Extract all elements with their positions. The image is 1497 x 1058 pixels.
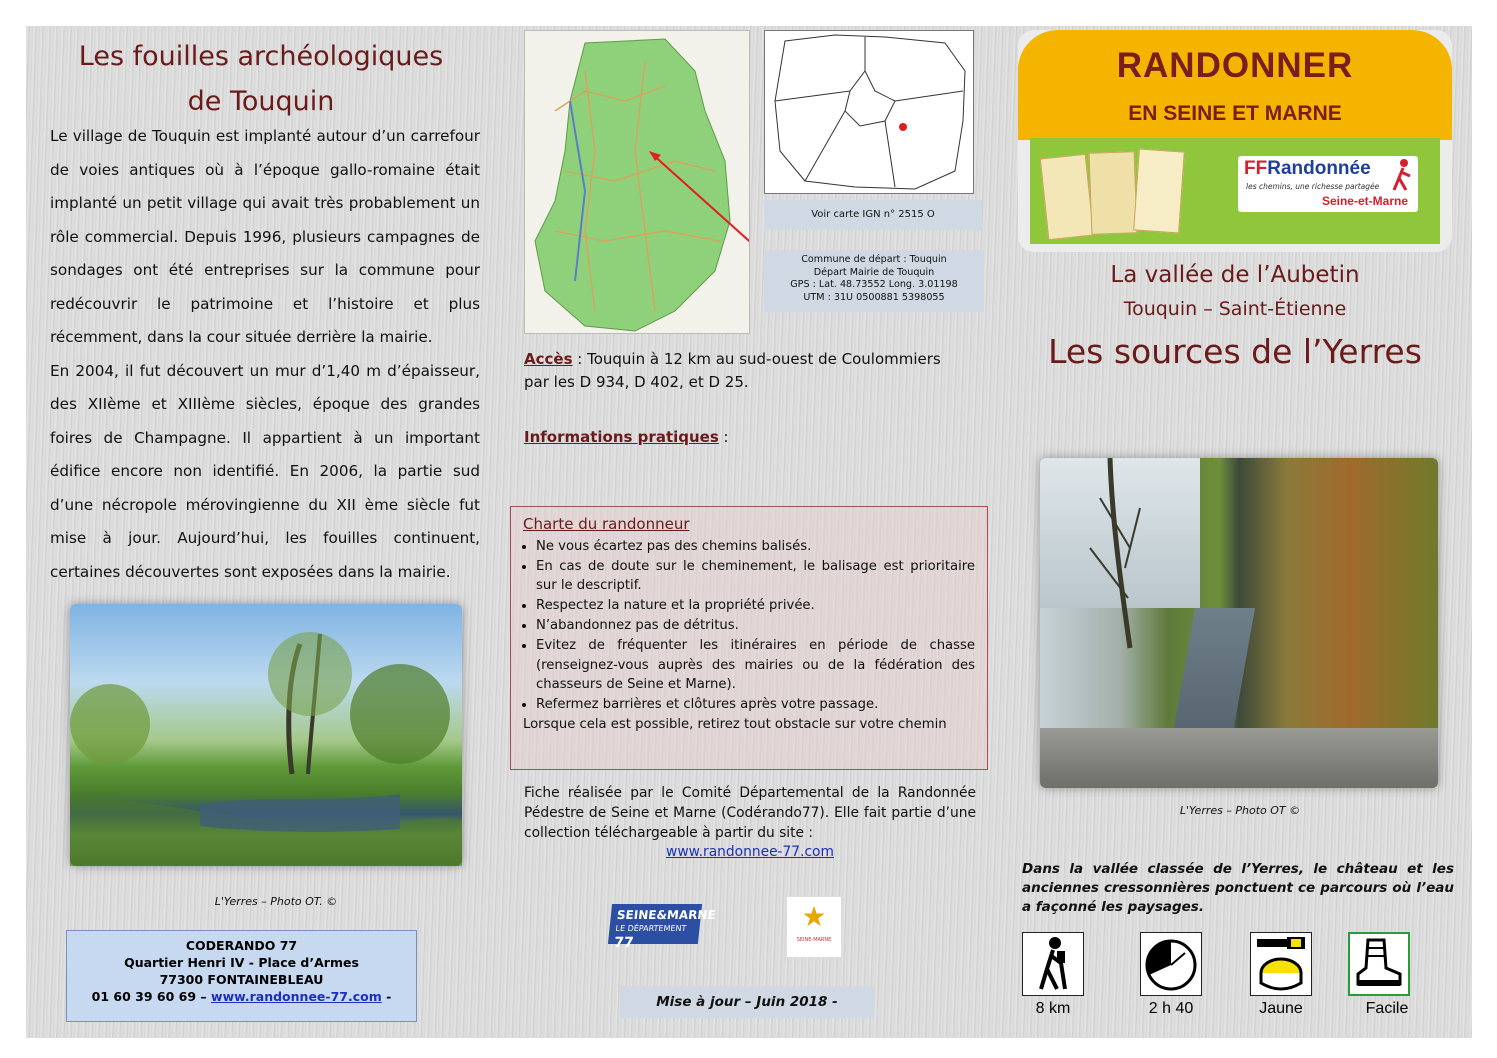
difficulty-label: Facile	[1365, 1000, 1409, 1017]
right-photo-caption: L'Yerres – Photo OT ©	[1179, 804, 1301, 817]
update-date: Mise à jour – Juin 2018 -	[620, 986, 874, 1018]
banner-subtitle: EN SEINE ET MARNE	[1128, 102, 1342, 125]
walker-icon	[1390, 158, 1414, 192]
charter-last-line: Lorsque cela est possible, retirez tout obstacle sur votre chemin	[523, 716, 947, 732]
charter-title: Charte du randonneur	[523, 515, 690, 533]
touquin-marker	[899, 123, 907, 131]
start-gps: GPS : Lat. 48.73552 Long. 3.01198	[790, 279, 958, 290]
charter-item: • Evitez de fréquenter les itinéraires en période de chasse (renseignez-vous auprès des mairies ou de la fédération des chasseurs de Seine et Marne).	[536, 636, 975, 695]
boot-icon	[1348, 932, 1410, 996]
sheet-website-link[interactable]: www.randonnee-77.com	[666, 844, 834, 860]
sheet-credits: Fiche réalisée par le Comité Départemental de la Randonnée Pédestre de Seine et Marne (Codérando77). Elle fait partie d’une collection téléchargeable à partir du site :	[524, 785, 976, 841]
coderando-contact-box	[66, 930, 417, 1022]
practical-info-suffix: :	[718, 428, 729, 446]
seine-et-marne-map-illustration	[525, 31, 749, 333]
coderando-trail: -	[386, 989, 392, 1004]
ffrandonnee-logo	[1238, 156, 1418, 212]
randonner-banner	[1018, 30, 1452, 252]
hiker-icon	[1022, 932, 1084, 996]
charter-item: • En cas de doute sur le cheminement, le balisage est prioritaire sur le descriptif.	[536, 557, 975, 597]
brochure-cover	[1089, 151, 1138, 235]
charter-item: • Respectez la nature et la propriété privée.	[536, 596, 975, 616]
brochure-cover	[1133, 148, 1185, 233]
access-label: Accès	[524, 350, 573, 368]
route-name: Touquin – Saint-Étienne	[1123, 298, 1347, 320]
coderando-phone: 01 60 39 60 69 –	[91, 989, 207, 1004]
ffr-department: Seine-et-Marne	[1321, 194, 1408, 208]
star-logo	[786, 896, 842, 958]
start-commune: Commune de départ : Touquin	[801, 254, 947, 265]
brochures-image	[1044, 150, 1184, 236]
access-info	[524, 348, 964, 394]
department-map	[524, 30, 750, 334]
left-title	[66, 34, 456, 124]
charter-item: • N’abandonnez pas de détritus.	[536, 616, 975, 636]
distance-label: 8 km	[1035, 1000, 1071, 1017]
left-body	[50, 120, 480, 589]
paint-bucket-icon	[1250, 932, 1312, 996]
tree-photo-illustration	[70, 604, 462, 866]
route-description: Dans la vallée classée de l’Yerres, le château et les anciennes cressonnières ponctuent ce parcours où l’eau a façonné les paysages.	[1022, 861, 1454, 915]
logo-seine-line2: LE DÉPARTEMENT 77	[613, 924, 687, 951]
ffr-name: FFRandonnée	[1244, 158, 1371, 179]
duration-label: 2 h 40	[1148, 1000, 1194, 1017]
practical-info	[524, 428, 964, 446]
brochure-page	[26, 26, 1472, 1038]
star-icon: ★	[801, 900, 827, 933]
brochure-cover	[1040, 154, 1094, 240]
marking-color-label: Jaune	[1259, 1000, 1303, 1017]
charter-item: • Ne vous écartez pas des chemins balisés.	[536, 537, 975, 557]
access-text: : Touquin à 12 km au sud-ouest de Coulommiers par les D 934, D 402, et D 25.	[524, 350, 941, 391]
left-title-line1: Les fouilles archéologiques	[78, 41, 444, 72]
coderando-city: 77300 FONTAINEBLEAU	[159, 972, 324, 987]
left-photo-caption: L'Yerres – Photo OT. ©	[214, 895, 338, 908]
start-location: Départ Mairie de Touquin	[813, 266, 935, 278]
left-para-1: Le village de Touquin est implanté autour d’un carrefour de voies antiques où à l’époque gallo-romaine était implanté un petit village qui avait très probablement un rôle commercial. Depuis 1996, plusieurs campagnes de sondages ont été entreprises sur la commune pour redécouvrir le patrimoine et l’histoire et plus récemment, dans la cour située derrière la mairie.	[50, 127, 480, 346]
main-title: Les sources de l’Yerres	[1048, 332, 1422, 371]
coderando-name: CODERANDO 77	[185, 938, 298, 953]
ffr-tagline: les chemins, une richesse partagée	[1246, 182, 1380, 191]
seine-et-marne-logo	[608, 904, 717, 951]
start-info-box	[764, 250, 984, 312]
ile-de-france-map	[764, 30, 974, 194]
photo-yerres-left	[70, 604, 462, 866]
photo-yerres-right	[1040, 458, 1438, 788]
logo-seine-line1: SEINE&MARNE	[616, 908, 717, 922]
practical-info-label: Informations pratiques	[524, 428, 719, 446]
star-logo-text: SEINE-MARNE	[796, 937, 832, 943]
region-map-illustration	[765, 31, 973, 193]
ign-map-reference: Voir carte IGN n° 2515 O	[764, 200, 982, 230]
coderando-address: Quartier Henri IV - Place d’Armes	[124, 955, 359, 970]
banner-title: RANDONNER	[1116, 46, 1354, 85]
hiker-charter-box	[510, 506, 988, 770]
left-para-2: En 2004, il fut découvert un mur d’1,40 m d’épaisseur, des XIIème et XIIIème siècles, époque des grandes foires de Champagne. Il appartient à un important édifice encore non identifié. En 2006, la partie sud d’une nécropole mérovingienne du XII ème siècle fut mise à jour. Aujourd’hui, les fouilles continuent, certaines découvertes sont exposées dans la mairie.	[50, 361, 480, 581]
left-title-line2: de Touquin	[187, 86, 335, 117]
start-utm: UTM : 31U 0500881 5398055	[803, 291, 945, 303]
clock-icon	[1140, 932, 1202, 996]
charter-list	[523, 537, 975, 715]
coderando-contact-line	[67, 988, 416, 1005]
photo-stone-bridge	[1040, 728, 1438, 788]
charter-item: • Refermez barrières et clôtures après votre passage.	[536, 695, 975, 715]
coderando-website-link[interactable]: www.randonnee-77.com	[211, 989, 382, 1004]
valley-name: La vallée de l’Aubetin	[1110, 262, 1360, 288]
